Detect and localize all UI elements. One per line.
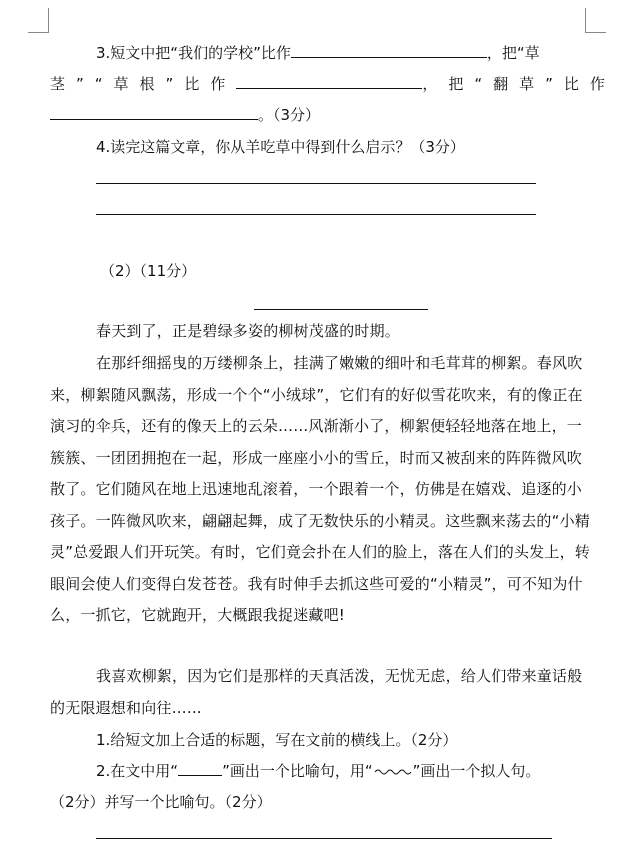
corner-mark-top-left	[28, 8, 49, 33]
task-2-line1	[96, 760, 540, 781]
task-2-text-3: ”画出一个拟人句。	[412, 762, 541, 780]
q4-answer-line-2	[96, 214, 536, 215]
section-heading: （2）（11分）	[100, 262, 197, 280]
q3-line3	[50, 104, 320, 125]
passage-paragraph-1: 春天到了，正是碧绿多姿的柳树茂盛的时期。	[96, 322, 401, 340]
q3-blank-2	[349, 43, 487, 58]
q3-line1	[96, 42, 540, 63]
task-2-line2: （2分）并写一个比喻句。（2分）	[50, 793, 272, 811]
q3-text-3: 茎”“草根”比作	[50, 75, 237, 93]
title-blank-line	[254, 309, 428, 310]
q3-blank-1	[291, 43, 349, 58]
q4-answer-line-1	[96, 183, 536, 184]
q4-prompt: 4.读完这篇文章，你从羊吃草中得到什么启示？（3分）	[96, 138, 465, 156]
q3-text-2: ，把“草	[486, 44, 540, 62]
task-2-text-2: ”画出一个比喻句，用“	[222, 762, 373, 780]
task-2-answer-line	[96, 838, 552, 839]
q3-blank-3	[236, 74, 422, 89]
q3-text-1: 3.短文中把“我们的学校”比作	[96, 44, 291, 62]
passage-paragraph-2: 在那纤细摇曳的万缕柳条上，挂满了嫩嫩的细叶和毛茸茸的柳絮。春风吹来，柳絮随风飘荡，形成一个个“小绒球”，它们有的好似雪花吹来，有的像正在演习的伞兵，还有的像天上的云朵……风渐渐小了，柳絮便轻轻地落在地上，一簇簇、一团团拥抱在一起，形成一座座小小的雪丘，时而又被刮来的阵阵微风吹散了。它们随风在地上迅速地乱滚着，一个跟着一个，仿佛是在嬉戏、追逐的小孩子。一阵微风吹来，翩翩起舞，成了无数快乐的小精灵。这些飘来荡去的“小精灵”总爱跟人们开玩笑。有时，它们竟会扑在人们的脸上，落在人们的头发上，转眼间会使人们变得白发苍苍。我有时伸手去抓这些可爱的“小精灵”，可不知为什么，一抓它，它就跑开，大概跟我捉迷藏吧!	[50, 354, 590, 624]
corner-mark-top-right	[585, 8, 606, 33]
straight-underline-sample	[178, 761, 222, 776]
task-1: 1.给短文加上合适的标题，写在文前的横线上。（2分）	[96, 731, 458, 749]
q3-text-4: ，把“翻草”比作	[422, 75, 616, 93]
passage-paragraph-3: 我喜欢柳絮，因为它们是那样的天真活泼，无忧无虑，给人们带来童话般的无限遐想和向往……	[50, 667, 583, 717]
task-2-text-1: 2.在文中用“	[96, 762, 179, 780]
wavy-underline-sample	[373, 766, 413, 776]
q3-line2	[50, 73, 616, 94]
q3-text-5: 。（3分）	[258, 106, 321, 124]
q3-blank-4	[50, 105, 258, 120]
